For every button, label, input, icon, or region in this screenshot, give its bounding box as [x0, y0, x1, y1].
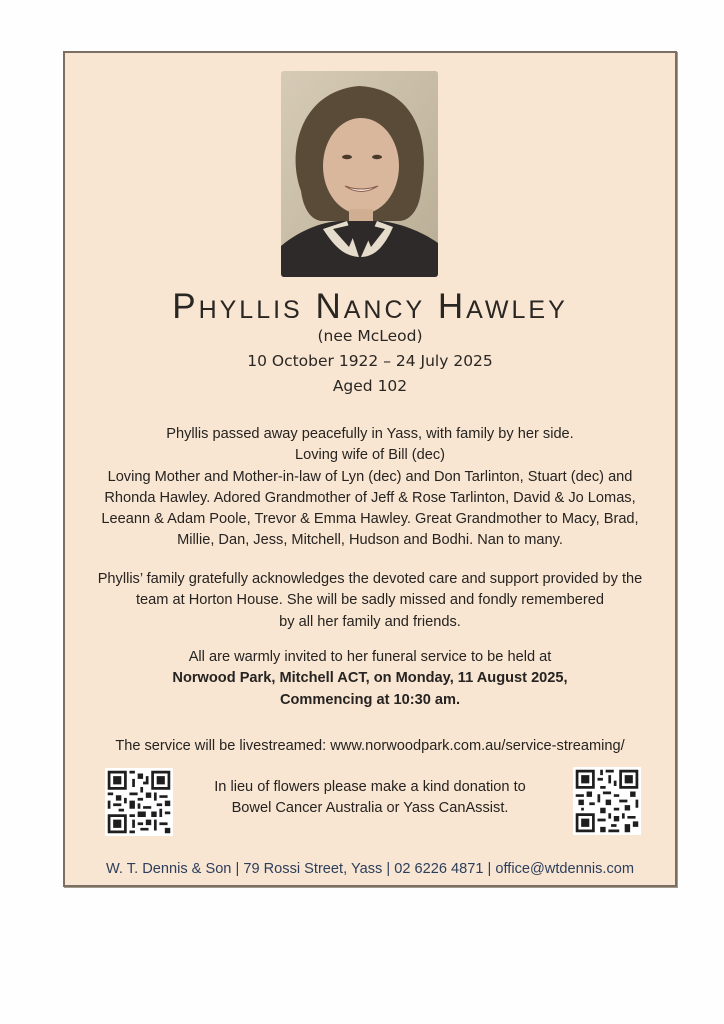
- qr-code-icon: [573, 767, 641, 835]
- service-time: Commencing at 10:30 am.: [279, 691, 461, 708]
- funeral-notice-card: [63, 51, 677, 887]
- acknowledgement-line: team at Horton House. She will be sadly missed and fondly remembered: [135, 592, 605, 609]
- life-dates: 10 October 1922 – 24 July 2025: [247, 352, 493, 370]
- deceased-name: Phyllis Nancy Hawley: [172, 287, 568, 326]
- service-details: [65, 647, 675, 711]
- maiden-name: (nee McLeod): [317, 327, 423, 345]
- donation-line: In lieu of flowers please make a kind donation to: [214, 779, 526, 795]
- livestream-notice: [65, 736, 675, 757]
- portrait-illustration: [281, 71, 438, 277]
- portrait-photo: [281, 71, 438, 277]
- qr-code-right[interactable]: [573, 767, 641, 835]
- qr-code-left[interactable]: [105, 768, 173, 836]
- funeral-director-contact: W. T. Dennis & Son | 79 Rossi Street, Yass | 02 6226 4871 | office@wtdennis.com: [105, 861, 635, 877]
- tribute-line: Leeann & Adam Poole, Trevor & Emma Hawley. Great Grandmother to Macy, Brad,: [101, 511, 639, 528]
- livestream-link[interactable]: The service will be livestreamed: www.norwoodpark.com.au/service-streaming/: [115, 738, 625, 754]
- donation-line: Bowel Cancer Australia or Yass CanAssist.: [231, 800, 509, 816]
- tribute-line: Rhonda Hawley. Adored Grandmother of Jeff & Rose Tarlinton, David & Jo Lomas,: [104, 489, 636, 506]
- tribute-line: Loving wife of Bill (dec): [294, 447, 446, 464]
- qr-code-icon: [105, 768, 173, 836]
- tribute-paragraph: [65, 424, 675, 552]
- tribute-line: Millie, Dan, Jess, Mitchell, Hudson and Bodhi. Nan to many.: [177, 532, 563, 549]
- donation-request: [185, 777, 555, 819]
- acknowledgement-line: by all her family and friends.: [279, 613, 461, 630]
- acknowledgement-paragraph: [65, 569, 675, 633]
- age: Aged 102: [332, 377, 408, 395]
- acknowledgement-line: Phyllis’ family gratefully acknowledges the devoted care and support provided by the: [97, 571, 643, 587]
- tribute-line: Loving Mother and Mother-in-law of Lyn (dec) and Don Tarlinton, Stuart (dec) and: [107, 468, 633, 485]
- service-invite: All are warmly invited to her funeral service to be held at: [188, 649, 552, 665]
- service-location: Norwood Park, Mitchell ACT, on Monday, 11 August 2025,: [172, 670, 568, 687]
- tribute-line: Phyllis passed away peacefully in Yass, with family by her side.: [166, 426, 574, 442]
